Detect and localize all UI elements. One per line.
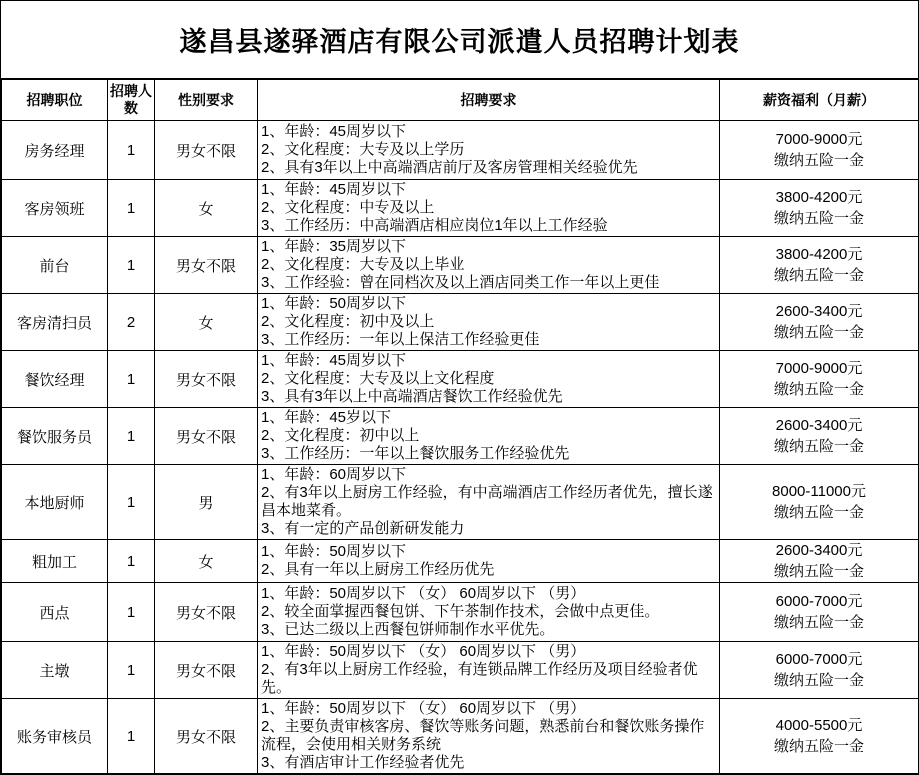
salary-range: 6000-7000元 xyxy=(775,651,863,668)
requirement-line: 2、文化程度：初中以上 xyxy=(261,427,420,444)
salary-range: 2600-3400元 xyxy=(775,417,863,434)
position-cell: 客房领班 xyxy=(2,180,108,237)
gender-cell: 女 xyxy=(155,294,258,351)
header-gender: 性别要求 xyxy=(155,80,258,121)
requirement-line: 3、有酒店审计工作经验者优先 xyxy=(261,754,465,771)
salary-range: 3800-4200元 xyxy=(775,189,863,206)
table-row xyxy=(2,540,919,583)
count-cell: 1 xyxy=(108,583,155,642)
benefit-text: 缴纳五险一金 xyxy=(773,381,864,398)
salary-cell xyxy=(720,180,919,237)
position-cell: 餐饮服务员 xyxy=(2,408,108,465)
requirements-cell xyxy=(258,121,720,180)
requirement-line: 2、具有一年以上厨房工作经历优先 xyxy=(261,561,495,578)
requirement-line: 3、工作经历：一年以上餐饮服务工作经验优先 xyxy=(261,445,570,462)
requirement-line: 2、有3年以上厨房工作经验，有连锁品牌工作经历及项目经验者优先。 xyxy=(261,661,698,696)
position-cell: 客房清扫员 xyxy=(2,294,108,351)
salary-cell xyxy=(720,642,919,699)
benefit-text: 缴纳五险一金 xyxy=(773,324,864,341)
header-requirements: 招聘要求 xyxy=(258,80,720,121)
salary-range: 4000-5500元 xyxy=(775,717,863,734)
table-row xyxy=(2,351,919,408)
count-cell: 1 xyxy=(108,351,155,408)
requirement-line: 1、年龄：60周岁以下 xyxy=(261,466,407,483)
requirement-line: 2、较全面掌握西餐包饼、下午茶制作技术，会做中点更佳。 xyxy=(261,603,660,620)
page-title: 遂昌县遂驿酒店有限公司派遣人员招聘计划表 xyxy=(1,1,918,79)
table-row xyxy=(2,237,919,294)
benefit-text: 缴纳五险一金 xyxy=(773,152,864,169)
table-row xyxy=(2,180,919,237)
count-cell: 1 xyxy=(108,465,155,540)
count-cell: 1 xyxy=(108,121,155,180)
gender-cell: 女 xyxy=(155,540,258,583)
salary-range: 6000-7000元 xyxy=(775,593,863,610)
requirement-line: 1、年龄：50周岁以下 xyxy=(261,295,407,312)
count-cell: 2 xyxy=(108,294,155,351)
requirement-line: 3、具有3年以上中高端酒店餐饮工作经验优先 xyxy=(261,388,563,405)
table-row xyxy=(2,583,919,642)
requirements-cell xyxy=(258,408,720,465)
requirement-line: 2、文化程度：大专及以上文化程度 xyxy=(261,370,495,387)
salary-cell xyxy=(720,699,919,774)
requirements-cell xyxy=(258,540,720,583)
header-salary: 薪资福利（月薪） xyxy=(720,80,919,121)
requirement-line: 1、年龄：50周岁以下 xyxy=(261,543,407,560)
requirement-line: 2、文化程度：中专及以上 xyxy=(261,199,435,216)
requirements-cell xyxy=(258,583,720,642)
salary-range: 8000-11000元 xyxy=(772,483,866,500)
header-position: 招聘职位 xyxy=(2,80,108,121)
requirements-cell xyxy=(258,351,720,408)
requirement-line: 3、有一定的产品创新研发能力 xyxy=(261,520,465,537)
salary-cell xyxy=(720,351,919,408)
count-cell: 1 xyxy=(108,237,155,294)
salary-cell xyxy=(720,408,919,465)
position-cell: 前台 xyxy=(2,237,108,294)
gender-cell: 男女不限 xyxy=(155,237,258,294)
count-cell: 1 xyxy=(108,408,155,465)
requirements-cell xyxy=(258,294,720,351)
requirement-line: 3、工作经历：中高端酒店相应岗位1年以上工作经验 xyxy=(261,217,608,234)
gender-cell: 女 xyxy=(155,180,258,237)
requirement-line: 1、年龄：45周岁以下 xyxy=(261,123,407,140)
salary-cell xyxy=(720,237,919,294)
benefit-text: 缴纳五险一金 xyxy=(773,563,864,580)
requirements-cell xyxy=(258,180,720,237)
position-cell: 餐饮经理 xyxy=(2,351,108,408)
count-cell: 1 xyxy=(108,540,155,583)
requirement-line: 1、年龄：35周岁以下 xyxy=(261,238,407,255)
requirement-line: 1、年龄：50周岁以下 （女） 60周岁以下 （男） xyxy=(261,643,586,660)
requirement-line: 1、年龄：50周岁以下 （女） 60周岁以下 （男） xyxy=(261,700,586,717)
requirement-line: 2、主要负责审核客房、餐饮等账务问题，熟悉前台和餐饮账务操作流程，会使用相关财务系统 xyxy=(261,718,705,753)
requirements-cell xyxy=(258,642,720,699)
benefit-text: 缴纳五险一金 xyxy=(773,614,864,631)
requirement-line: 1、年龄：45周岁以下 xyxy=(261,352,407,369)
gender-cell: 男女不限 xyxy=(155,121,258,180)
count-cell: 1 xyxy=(108,699,155,774)
requirement-line: 2、文化程度：大专及以上学历 xyxy=(261,141,465,158)
table-row xyxy=(2,699,919,774)
requirement-line: 2、文化程度：初中及以上 xyxy=(261,313,435,330)
table-row xyxy=(2,408,919,465)
salary-range: 2600-3400元 xyxy=(775,303,863,320)
requirement-line: 2、文化程度：大专及以上毕业 xyxy=(261,256,465,273)
salary-cell xyxy=(720,294,919,351)
header-count: 招聘人数 xyxy=(108,80,155,121)
gender-cell: 男女不限 xyxy=(155,408,258,465)
position-cell: 西点 xyxy=(2,583,108,642)
gender-cell: 男 xyxy=(155,465,258,540)
requirement-line: 1、年龄：50周岁以下 （女） 60周岁以下 （男） xyxy=(261,585,586,602)
requirement-line: 1、年龄：45岁以下 xyxy=(261,409,392,426)
requirement-line: 3、已达二级以上西餐包饼师制作水平优先。 xyxy=(261,621,555,638)
requirement-line: 2、具有3年以上中高端酒店前厅及客房管理相关经验优先 xyxy=(261,159,638,176)
benefit-text: 缴纳五险一金 xyxy=(773,504,864,521)
count-cell: 1 xyxy=(108,180,155,237)
salary-range: 7000-9000元 xyxy=(775,360,863,377)
position-cell: 主墩 xyxy=(2,642,108,699)
gender-cell: 男女不限 xyxy=(155,583,258,642)
position-cell: 房务经理 xyxy=(2,121,108,180)
position-cell: 粗加工 xyxy=(2,540,108,583)
requirement-line: 2、有3年以上厨房工作经验，有中高端酒店工作经历者优先，擅长遂昌本地菜肴。 xyxy=(261,484,713,519)
salary-cell xyxy=(720,465,919,540)
salary-range: 7000-9000元 xyxy=(775,131,863,148)
requirements-cell xyxy=(258,465,720,540)
table-row xyxy=(2,121,919,180)
benefit-text: 缴纳五险一金 xyxy=(773,267,864,284)
position-cell: 账务审核员 xyxy=(2,699,108,774)
benefit-text: 缴纳五险一金 xyxy=(773,438,864,455)
salary-range: 2600-3400元 xyxy=(775,542,863,559)
benefit-text: 缴纳五险一金 xyxy=(773,210,864,227)
requirement-line: 3、工作经验：曾在同档次及以上酒店同类工作一年以上更佳 xyxy=(261,274,660,291)
benefit-text: 缴纳五险一金 xyxy=(773,672,864,689)
gender-cell: 男女不限 xyxy=(155,699,258,774)
salary-cell xyxy=(720,121,919,180)
count-cell: 1 xyxy=(108,642,155,699)
requirements-cell xyxy=(258,237,720,294)
requirement-line: 1、年龄：45周岁以下 xyxy=(261,181,407,198)
gender-cell: 男女不限 xyxy=(155,351,258,408)
table-row xyxy=(2,465,919,540)
table-row xyxy=(2,642,919,699)
recruitment-table xyxy=(1,79,919,774)
salary-cell xyxy=(720,583,919,642)
table-row xyxy=(2,294,919,351)
position-cell: 本地厨师 xyxy=(2,465,108,540)
requirement-line: 3、工作经历：一年以上保洁工作经验更佳 xyxy=(261,331,540,348)
table-body xyxy=(2,121,919,774)
header-row xyxy=(2,80,919,121)
benefit-text: 缴纳五险一金 xyxy=(773,738,864,755)
gender-cell: 男女不限 xyxy=(155,642,258,699)
requirements-cell xyxy=(258,699,720,774)
salary-range: 3800-4200元 xyxy=(775,246,863,263)
salary-cell xyxy=(720,540,919,583)
